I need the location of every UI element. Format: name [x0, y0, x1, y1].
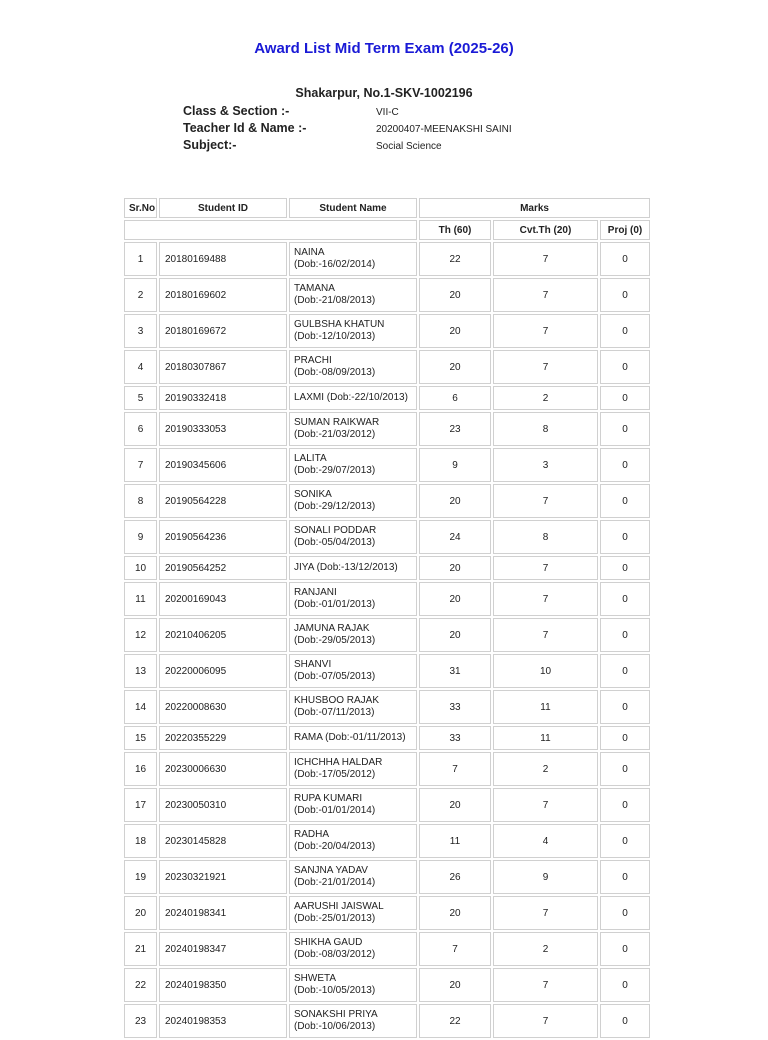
student-dob-text: (Dob:-08/03/2012) — [294, 949, 376, 960]
row-srno: 12 — [124, 618, 157, 652]
student-dob-text: (Dob:-21/01/2014) — [294, 877, 376, 888]
table-row — [124, 932, 650, 966]
student-dob-text: (Dob:-16/02/2014) — [294, 259, 376, 270]
row-srno: 18 — [124, 824, 157, 858]
row-student-id: 20190564236 — [159, 520, 287, 554]
row-student-id: 20230050310 — [159, 788, 287, 822]
row-student-name — [289, 824, 417, 858]
row-student-id: 20240198353 — [159, 1004, 287, 1038]
row-cvt-marks: 2 — [493, 752, 598, 786]
header-th: Th (60) — [419, 220, 491, 240]
student-name-text: RUPA KUMARI — [294, 793, 363, 804]
row-student-id: 20210406205 — [159, 618, 287, 652]
row-student-id: 20240198347 — [159, 932, 287, 966]
row-cvt-marks: 8 — [493, 520, 598, 554]
row-student-name — [289, 860, 417, 894]
table-row — [124, 752, 650, 786]
row-student-name — [289, 520, 417, 554]
row-proj-marks: 0 — [600, 654, 650, 688]
row-srno: 19 — [124, 860, 157, 894]
student-dob-text: (Dob:-29/12/2013) — [294, 501, 376, 512]
row-proj-marks: 0 — [600, 412, 650, 446]
row-proj-marks: 0 — [600, 968, 650, 1002]
student-name-text: JAMUNA RAJAK — [294, 623, 370, 634]
row-proj-marks: 0 — [600, 582, 650, 616]
row-student-id: 20190564252 — [159, 556, 287, 580]
row-cvt-marks: 2 — [493, 932, 598, 966]
row-student-id: 20180169672 — [159, 314, 287, 348]
row-student-id: 20240198341 — [159, 896, 287, 930]
row-cvt-marks: 10 — [493, 654, 598, 688]
row-proj-marks: 0 — [600, 520, 650, 554]
row-proj-marks: 0 — [600, 726, 650, 750]
row-th-marks: 26 — [419, 860, 491, 894]
row-cvt-marks: 7 — [493, 350, 598, 384]
row-srno: 2 — [124, 278, 157, 312]
row-proj-marks: 0 — [600, 788, 650, 822]
row-proj-marks: 0 — [600, 314, 650, 348]
student-dob-text: (Dob:-08/09/2013) — [294, 367, 376, 378]
row-proj-marks: 0 — [600, 860, 650, 894]
student-dob-text: (Dob:-21/08/2013) — [294, 295, 376, 306]
header-proj: Proj (0) — [600, 220, 650, 240]
student-name-text: NAINA — [294, 247, 325, 258]
row-th-marks: 20 — [419, 350, 491, 384]
row-proj-marks: 0 — [600, 752, 650, 786]
row-proj-marks: 0 — [600, 1004, 650, 1038]
row-cvt-marks: 7 — [493, 484, 598, 518]
student-name-text: AARUSHI JAISWAL — [294, 901, 384, 912]
student-name-text: SANJNA YADAV — [294, 865, 368, 876]
row-th-marks: 20 — [419, 314, 491, 348]
student-name-text: SHWETA — [294, 973, 337, 984]
student-name-text: SHANVI — [294, 659, 332, 670]
row-student-name — [289, 242, 417, 276]
table-row — [124, 484, 650, 518]
row-srno: 3 — [124, 314, 157, 348]
row-student-id: 20240198350 — [159, 968, 287, 1002]
row-cvt-marks: 9 — [493, 860, 598, 894]
subject-label: Subject:- — [183, 138, 237, 152]
table-row — [124, 582, 650, 616]
row-proj-marks: 0 — [600, 618, 650, 652]
row-student-name — [289, 314, 417, 348]
header-srno: Sr.No — [124, 198, 157, 218]
row-cvt-marks: 7 — [493, 582, 598, 616]
student-name-text: RANJANI — [294, 587, 337, 598]
row-student-id: 20180169602 — [159, 278, 287, 312]
row-cvt-marks: 3 — [493, 448, 598, 482]
student-name-text: KHUSBOO RAJAK — [294, 695, 380, 706]
student-dob-text: (Dob:-07/05/2013) — [294, 671, 376, 682]
table-row — [124, 654, 650, 688]
row-proj-marks: 0 — [600, 278, 650, 312]
student-name-text: TAMANA — [294, 283, 335, 294]
header-cvt: Cvt.Th (20) — [493, 220, 598, 240]
row-student-name — [289, 412, 417, 446]
table-row — [124, 278, 650, 312]
row-cvt-marks: 7 — [493, 896, 598, 930]
student-dob-text: (Dob:-25/01/2013) — [294, 913, 376, 924]
table-row — [124, 618, 650, 652]
table-row — [124, 824, 650, 858]
row-student-name — [289, 448, 417, 482]
row-srno: 14 — [124, 690, 157, 724]
row-cvt-marks: 8 — [493, 412, 598, 446]
row-proj-marks: 0 — [600, 690, 650, 724]
row-th-marks: 20 — [419, 556, 491, 580]
row-proj-marks: 0 — [600, 242, 650, 276]
teacher-value: 20200407-MEENAKSHI SAINI — [376, 124, 512, 135]
table-row — [124, 350, 650, 384]
student-name-text: PRACHI — [294, 355, 332, 366]
row-student-id: 20230321921 — [159, 860, 287, 894]
row-student-id: 20220355229 — [159, 726, 287, 750]
row-srno: 22 — [124, 968, 157, 1002]
header-student-id: Student ID — [159, 198, 287, 218]
row-srno: 1 — [124, 242, 157, 276]
student-name-text: GULBSHA KHATUN — [294, 319, 385, 330]
student-name-text: SUMAN RAIKWAR — [294, 417, 380, 428]
row-proj-marks: 0 — [600, 556, 650, 580]
header-student-name: Student Name — [289, 198, 417, 218]
row-th-marks: 22 — [419, 242, 491, 276]
student-name-text: RAMA (Dob:-01/11/2013) — [294, 732, 406, 743]
student-name-text: SHIKHA GAUD — [294, 937, 363, 948]
row-student-name — [289, 484, 417, 518]
row-proj-marks: 0 — [600, 448, 650, 482]
class-section-value: VII-C — [376, 107, 399, 118]
row-srno: 23 — [124, 1004, 157, 1038]
table-row — [124, 896, 650, 930]
table-row — [124, 726, 650, 750]
row-cvt-marks: 7 — [493, 618, 598, 652]
row-student-name — [289, 654, 417, 688]
row-student-name — [289, 690, 417, 724]
row-cvt-marks: 7 — [493, 242, 598, 276]
student-name-text: SONIKA — [294, 489, 332, 500]
row-srno: 20 — [124, 896, 157, 930]
row-srno: 5 — [124, 386, 157, 410]
row-srno: 9 — [124, 520, 157, 554]
row-student-id: 20190564228 — [159, 484, 287, 518]
student-dob-text: (Dob:-12/10/2013) — [294, 331, 376, 342]
row-srno: 15 — [124, 726, 157, 750]
row-th-marks: 20 — [419, 582, 491, 616]
table-row — [124, 412, 650, 446]
row-th-marks: 33 — [419, 690, 491, 724]
row-cvt-marks: 4 — [493, 824, 598, 858]
table-row — [124, 788, 650, 822]
row-student-id: 20190333053 — [159, 412, 287, 446]
row-th-marks: 20 — [419, 484, 491, 518]
header-marks: Marks — [419, 198, 650, 218]
table-row — [124, 314, 650, 348]
row-th-marks: 20 — [419, 968, 491, 1002]
table-row — [124, 520, 650, 554]
row-srno: 7 — [124, 448, 157, 482]
row-srno: 21 — [124, 932, 157, 966]
row-proj-marks: 0 — [600, 350, 650, 384]
row-cvt-marks: 2 — [493, 386, 598, 410]
table-row — [124, 690, 650, 724]
row-th-marks: 20 — [419, 278, 491, 312]
row-cvt-marks: 11 — [493, 690, 598, 724]
subject-value: Social Science — [376, 141, 442, 152]
row-srno: 6 — [124, 412, 157, 446]
row-cvt-marks: 7 — [493, 278, 598, 312]
student-dob-text: (Dob:-01/01/2014) — [294, 805, 376, 816]
teacher-label: Teacher Id & Name :- — [183, 121, 307, 135]
table-row — [124, 386, 650, 410]
row-student-name — [289, 968, 417, 1002]
row-proj-marks: 0 — [600, 932, 650, 966]
row-student-name — [289, 752, 417, 786]
row-proj-marks: 0 — [600, 896, 650, 930]
table-row — [124, 860, 650, 894]
row-student-name — [289, 350, 417, 384]
row-th-marks: 22 — [419, 1004, 491, 1038]
table-row — [124, 448, 650, 482]
student-name-text: LALITA — [294, 453, 327, 464]
student-dob-text: (Dob:-17/05/2012) — [294, 769, 376, 780]
table-row — [124, 242, 650, 276]
row-th-marks: 20 — [419, 618, 491, 652]
student-dob-text: (Dob:-10/05/2013) — [294, 985, 376, 996]
row-student-id: 20180169488 — [159, 242, 287, 276]
table-row — [124, 968, 650, 1002]
table-row — [124, 556, 650, 580]
row-student-id: 20200169043 — [159, 582, 287, 616]
row-th-marks: 24 — [419, 520, 491, 554]
row-th-marks: 20 — [419, 896, 491, 930]
student-dob-text: (Dob:-29/05/2013) — [294, 635, 376, 646]
class-section-label: Class & Section :- — [183, 104, 290, 118]
header-blank — [124, 220, 417, 240]
row-student-name — [289, 1004, 417, 1038]
student-name-text: ICHCHHA HALDAR — [294, 757, 383, 768]
row-cvt-marks: 7 — [493, 1004, 598, 1038]
row-student-name — [289, 556, 417, 580]
row-student-name — [289, 726, 417, 750]
row-srno: 10 — [124, 556, 157, 580]
student-name-text: JIYA (Dob:-13/12/2013) — [294, 562, 398, 573]
row-student-id: 20190332418 — [159, 386, 287, 410]
row-srno: 11 — [124, 582, 157, 616]
row-th-marks: 11 — [419, 824, 491, 858]
school-name: Shakarpur, No.1-SKV-1002196 — [295, 86, 473, 100]
row-th-marks: 33 — [419, 726, 491, 750]
student-dob-text: (Dob:-05/04/2013) — [294, 537, 376, 548]
row-proj-marks: 0 — [600, 484, 650, 518]
row-srno: 8 — [124, 484, 157, 518]
page-title: Award List Mid Term Exam (2025-26) — [254, 40, 514, 57]
row-student-id: 20220006095 — [159, 654, 287, 688]
row-cvt-marks: 11 — [493, 726, 598, 750]
row-srno: 17 — [124, 788, 157, 822]
row-proj-marks: 0 — [600, 386, 650, 410]
row-student-id: 20230006630 — [159, 752, 287, 786]
row-student-name — [289, 386, 417, 410]
row-student-id: 20220008630 — [159, 690, 287, 724]
student-name-text: RADHA — [294, 829, 330, 840]
row-student-name — [289, 788, 417, 822]
row-student-name — [289, 582, 417, 616]
student-name-text: LAXMI (Dob:-22/10/2013) — [294, 392, 408, 403]
student-dob-text: (Dob:-29/07/2013) — [294, 465, 376, 476]
row-th-marks: 6 — [419, 386, 491, 410]
row-cvt-marks: 7 — [493, 314, 598, 348]
row-srno: 13 — [124, 654, 157, 688]
table-body — [124, 242, 650, 1038]
row-th-marks: 7 — [419, 932, 491, 966]
row-srno: 16 — [124, 752, 157, 786]
row-student-name — [289, 896, 417, 930]
student-dob-text: (Dob:-10/06/2013) — [294, 1021, 376, 1032]
row-th-marks: 20 — [419, 788, 491, 822]
row-th-marks: 31 — [419, 654, 491, 688]
row-cvt-marks: 7 — [493, 788, 598, 822]
row-srno: 4 — [124, 350, 157, 384]
row-th-marks: 23 — [419, 412, 491, 446]
student-name-text: SONAKSHI PRIYA — [294, 1009, 378, 1020]
row-student-id: 20180307867 — [159, 350, 287, 384]
row-student-id: 20230145828 — [159, 824, 287, 858]
award-list-table — [122, 196, 652, 1040]
row-th-marks: 9 — [419, 448, 491, 482]
row-student-name — [289, 278, 417, 312]
student-dob-text: (Dob:-21/03/2012) — [294, 429, 376, 440]
student-name-text: SONALI PODDAR — [294, 525, 377, 536]
row-th-marks: 7 — [419, 752, 491, 786]
row-cvt-marks: 7 — [493, 556, 598, 580]
student-dob-text: (Dob:-01/01/2013) — [294, 599, 376, 610]
student-dob-text: (Dob:-07/11/2013) — [294, 707, 375, 718]
row-proj-marks: 0 — [600, 824, 650, 858]
table-row — [124, 1004, 650, 1038]
student-dob-text: (Dob:-20/04/2013) — [294, 841, 376, 852]
row-cvt-marks: 7 — [493, 968, 598, 1002]
row-student-id: 20190345606 — [159, 448, 287, 482]
row-student-name — [289, 618, 417, 652]
row-student-name — [289, 932, 417, 966]
